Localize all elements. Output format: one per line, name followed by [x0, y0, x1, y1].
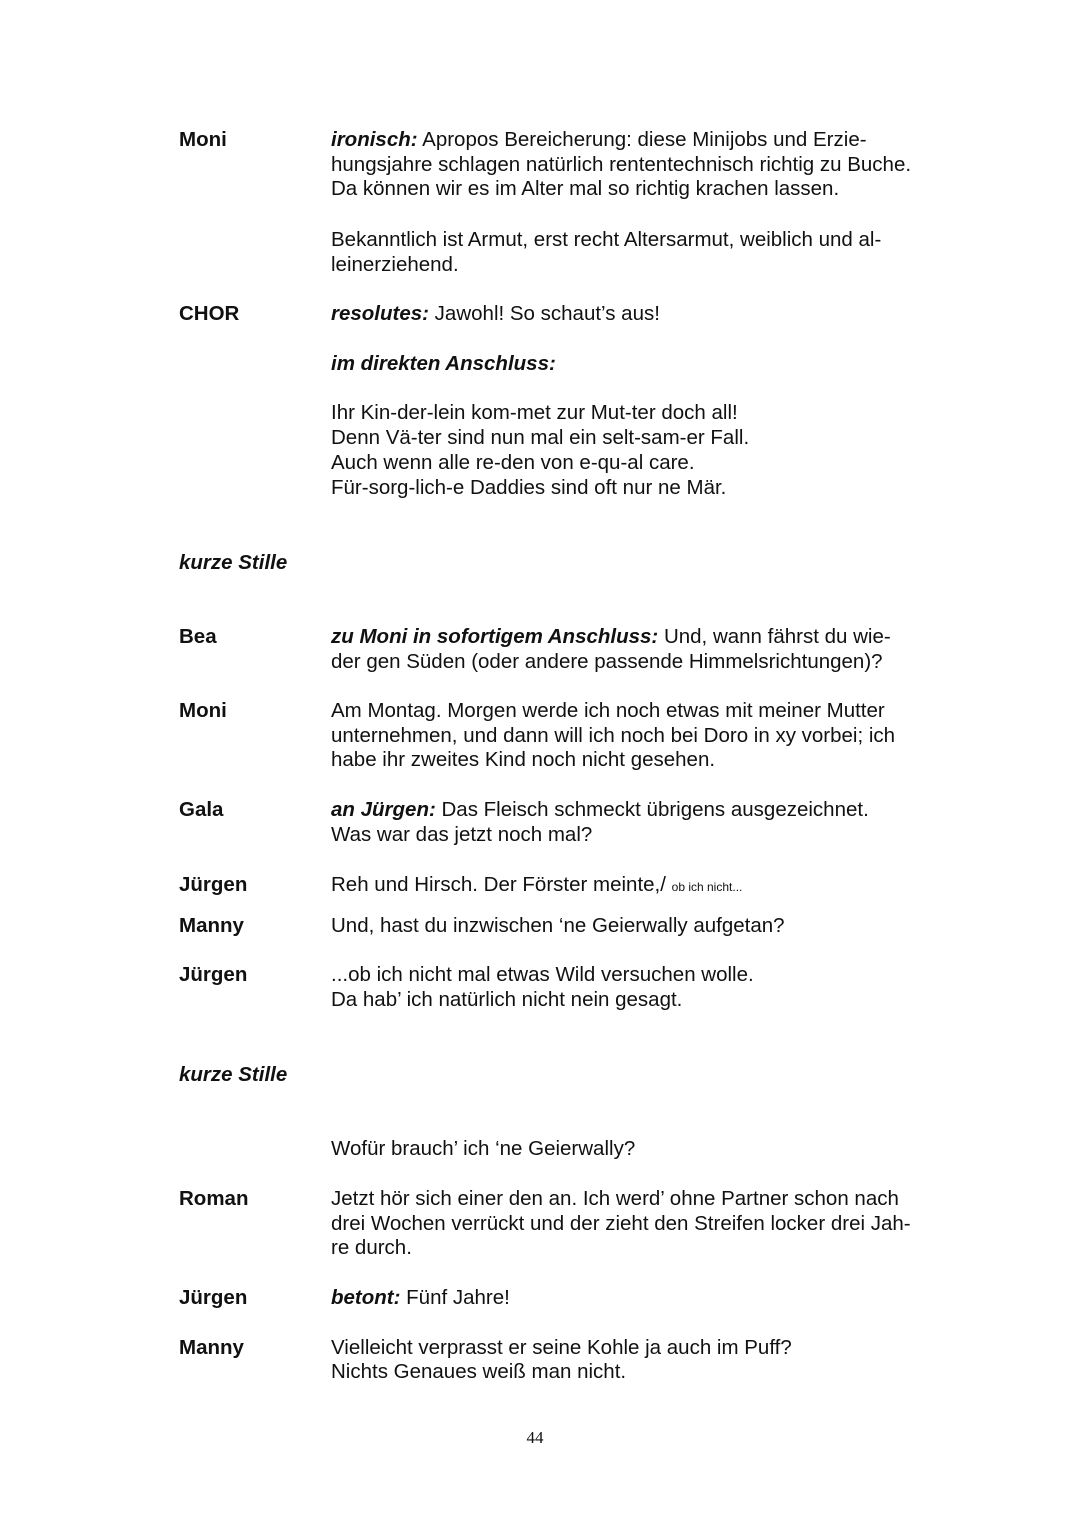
song-line: Auch wenn alle re-den von e-qu-al care. — [331, 451, 695, 474]
dialogue-text: Und, wann fährst du wie- — [658, 625, 891, 648]
dialogue-line — [331, 872, 742, 900]
page-number: 44 — [526, 1428, 544, 1447]
dialogue-line: Und, hast du inzwischen ‘ne Geierwally aufgetan? — [331, 914, 785, 937]
dialogue-line: hungsjahre schlagen natürlich rententechnisch richtig zu Buche. — [331, 153, 912, 176]
dialogue-line: re durch. — [331, 1236, 412, 1259]
dialogue-line: Bekanntlich ist Armut, erst recht Altersarmut, weiblich und al- — [331, 228, 882, 251]
dialogue-text: Jawohl! So schaut’s aus! — [428, 302, 660, 325]
dialogue-line: Wofür brauch’ ich ‘ne Geierwally? — [331, 1137, 636, 1160]
dialogue-text: Apropos Bereicherung: diese Minijobs und Erzie- — [417, 128, 867, 151]
dialogue-line: Vielleicht verprasst er seine Kohle ja auch im Puff? — [331, 1336, 792, 1359]
dialogue-line: Da können wir es im Alter mal so richtig krachen lassen. — [331, 177, 840, 200]
interrupted-text: ob ich nicht... — [671, 880, 743, 894]
speaker-juergen: Jürgen — [179, 963, 248, 986]
dialogue-line: Was war das jetzt noch mal? — [331, 823, 593, 846]
stage-direction: betont: — [331, 1286, 401, 1309]
dialogue-line: der gen Süden (oder andere passende Himmelsrichtungen)? — [331, 650, 883, 673]
speaker-roman: Roman — [179, 1187, 249, 1210]
dialogue-line: Am Montag. Morgen werde ich noch etwas mit meiner Mutter — [331, 699, 885, 722]
dialogue-line: unternehmen, und dann will ich noch bei Doro in xy vorbei; ich — [331, 724, 896, 747]
speaker-manny: Manny — [179, 1336, 244, 1359]
dialogue-line — [331, 1285, 510, 1310]
dialogue-line — [331, 127, 867, 152]
dialogue-line: Nichts Genaues weiß man nicht. — [331, 1360, 627, 1383]
song-line: Für-sorg-lich-e Daddies sind oft nur ne Mär. — [331, 476, 727, 499]
stage-direction: resolutes: — [331, 302, 429, 325]
speaker-moni: Moni — [179, 128, 227, 151]
speaker-bea: Bea — [179, 625, 217, 648]
stage-direction: ironisch: — [331, 128, 418, 151]
speaker-juergen: Jürgen — [179, 1286, 248, 1309]
speaker-chor: CHOR — [179, 302, 240, 325]
stage-direction-pause: kurze Stille — [179, 551, 288, 574]
dialogue-line: habe ihr zweites Kind noch nicht gesehen. — [331, 748, 716, 771]
dialogue-line: Jetzt hör sich einer den an. Ich werd’ ohne Partner schon nach — [331, 1187, 899, 1210]
stage-direction: an Jürgen: — [331, 798, 436, 821]
dialogue-text: Reh und Hirsch. Der Förster meinte,/ — [331, 873, 672, 896]
dialogue-line: drei Wochen verrückt und der zieht den Streifen locker drei Jah- — [331, 1212, 911, 1235]
speaker-juergen: Jürgen — [179, 873, 248, 896]
stage-direction: im direkten Anschluss: — [331, 352, 556, 375]
dialogue-line — [331, 301, 660, 326]
speaker-manny: Manny — [179, 914, 244, 937]
dialogue-line: ...ob ich nicht mal etwas Wild versuchen wolle. — [331, 963, 754, 986]
dialogue-line — [331, 624, 891, 649]
stage-direction-pause: kurze Stille — [179, 1063, 288, 1086]
dialogue-line: Da hab’ ich natürlich nicht nein gesagt. — [331, 988, 683, 1011]
dialogue-line: leinerziehend. — [331, 253, 459, 276]
song-line: Denn Vä-ter sind nun mal ein selt-sam-er Fall. — [331, 426, 750, 449]
stage-direction: zu Moni in sofortigem Anschluss: — [331, 625, 659, 648]
dialogue-text: Das Fleisch schmeckt übrigens ausgezeichnet. — [435, 798, 869, 821]
speaker-gala: Gala — [179, 798, 224, 821]
speaker-moni: Moni — [179, 699, 227, 722]
song-line: Ihr Kin-der-lein kom-met zur Mut-ter doch all! — [331, 401, 738, 424]
dialogue-text: Fünf Jahre! — [400, 1286, 510, 1309]
dialogue-line — [331, 797, 869, 822]
